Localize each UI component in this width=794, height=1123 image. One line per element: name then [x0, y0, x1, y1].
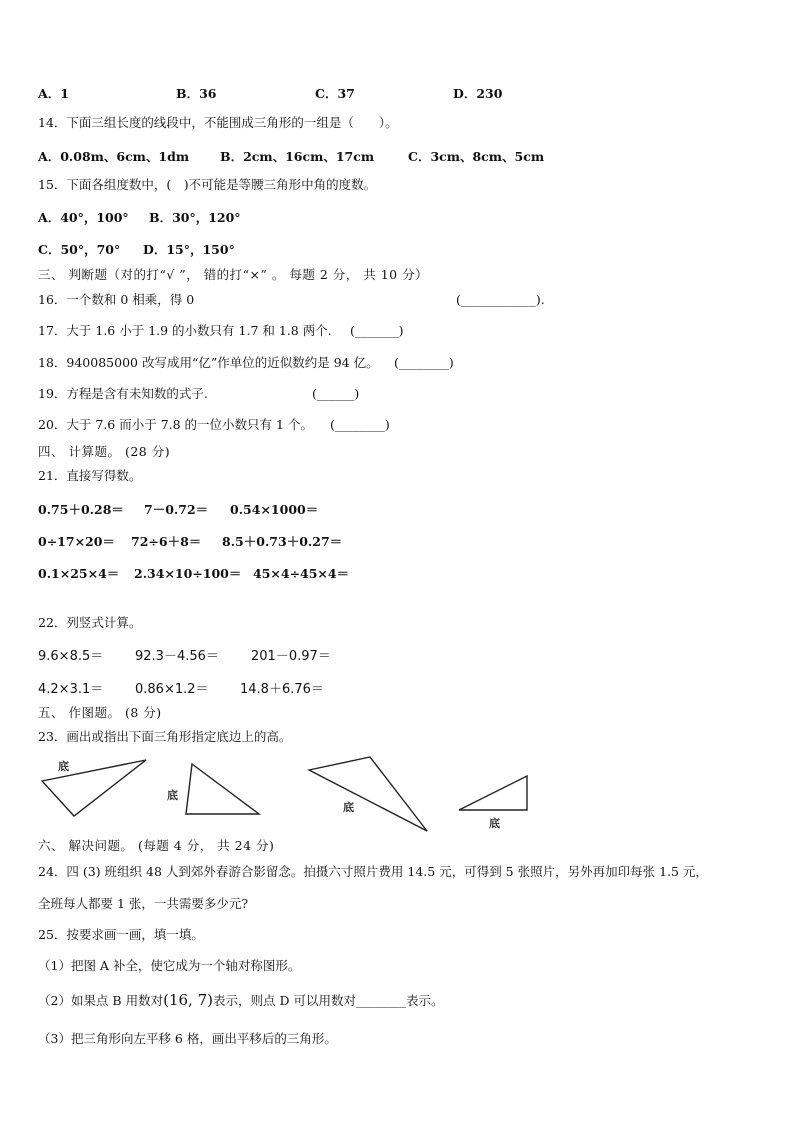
q25-answer-blank[interactable]: ________ [355, 993, 406, 1008]
q14-option-a: A．0.08m、6cm、1dm [38, 149, 190, 164]
base-label-1: 底 [58, 760, 69, 773]
q18-answer-blank[interactable]: (________) [394, 355, 454, 370]
q14-stem: 14．下面三组长度的线段中，不能围成三角形的一组是（ ）。 [38, 115, 398, 130]
q16-answer-blank[interactable]: (____________). [456, 292, 545, 307]
q14-option-b: B．2cm、16cm、17cm [220, 149, 375, 164]
q24-line-1: 24．四 (3) 班组织 48 人到郊外春游合影留念。拍摄六寸照片费用 14.5 元，可得到 5 张照片，另外再加印每张 1.5 元， [38, 864, 708, 879]
q25-part-2-middle: 表示，则点 D 可以用数对 [212, 993, 356, 1008]
q17-answer-blank[interactable]: (_______) [350, 323, 404, 338]
q13-option-b: B．36 [176, 86, 217, 101]
q22-stem: 22．列竖式计算。 [38, 615, 142, 630]
q25-part-1: （1）把图 A 补全，使它成为一个轴对称图形。 [38, 958, 301, 973]
q15-option-d: D．15°，150° [143, 242, 235, 257]
q21-item: 0.1×25×4＝ [38, 566, 120, 581]
q13-option-d: D．230 [453, 86, 503, 101]
q25-part-3: （3）把三角形向左平移 6 格，画出平移后的三角形。 [38, 1031, 337, 1046]
q15-stem: 15．下面各组度数中，( )不可能是等腰三角形中角的度数。 [38, 177, 377, 192]
q25-stem: 25．按要求画一画，填一填。 [38, 927, 204, 942]
q14-option-c: C．3cm、8cm、5cm [408, 149, 545, 164]
q15-option-c: C．50°，70° [38, 242, 121, 257]
q13-option-c: C．37 [315, 86, 355, 101]
q25-part-2-suffix: 表示。 [405, 993, 444, 1008]
q22-item: 201－0.97＝ [251, 649, 331, 664]
q21-item: 0.54×1000＝ [230, 502, 319, 517]
base-label-2: 底 [167, 789, 178, 802]
q19-text: 19．方程是含有未知数的式子. [38, 386, 208, 401]
q25-part-2 [38, 992, 443, 1009]
q22-item: 14.8＋6.76＝ [240, 682, 324, 697]
section-3-heading: 三、 判断题（对的打“√ ”， 错的打“×” 。 每题 2 分， 共 10 分） [38, 267, 429, 282]
q20-text: 20．大于 7.6 而小于 7.8 的一位小数只有 1 个。 [38, 417, 313, 432]
q15-option-b: B．30°，120° [149, 210, 241, 225]
q21-item: 7－0.72＝ [144, 502, 209, 517]
coordinate-pair-b: (16, 7) [163, 991, 213, 1009]
q18-text: 18．940085000 改写成用“亿”作单位的近似数约是 94 亿。 [38, 355, 379, 370]
q22-item: 0.86×1.2＝ [135, 682, 209, 697]
q22-item: 4.2×3.1＝ [38, 682, 104, 697]
q15-option-a: A．40°，100° [38, 210, 129, 225]
q23-stem: 23．画出或指出下面三角形指定底边上的高。 [38, 729, 292, 744]
q13-option-a: A．1 [38, 86, 69, 101]
q23-triangles-figure [0, 750, 794, 835]
q16-text: 16．一个数和 0 相乘，得 0 [38, 292, 195, 307]
q21-item: 72÷6＋8＝ [131, 534, 202, 549]
base-label-3: 底 [343, 801, 354, 814]
q25-part-2-prefix: （2）如果点 B 用数对 [38, 993, 164, 1008]
q17-text: 17．大于 1.6 小于 1.9 的小数只有 1.7 和 1.8 两个. [38, 323, 332, 338]
q19-answer-blank[interactable]: (______) [312, 386, 360, 401]
section-5-heading: 五、 作图题。 (8 分) [38, 705, 162, 720]
section-6-heading: 六、 解决问题。 (每题 4 分， 共 24 分) [38, 838, 275, 853]
base-label-4: 底 [489, 817, 500, 830]
section-4-heading: 四、 计算题。 (28 分) [38, 444, 171, 459]
q21-item: 0.75＋0.28＝ [38, 502, 124, 517]
q21-item: 8.5＋0.73＋0.27＝ [222, 534, 343, 549]
q21-item: 2.34×10÷100＝ [134, 566, 242, 581]
q21-stem: 21．直接写得数。 [38, 468, 142, 483]
q21-item: 45×4÷45×4＝ [253, 566, 350, 581]
q22-item: 92.3－4.56＝ [135, 649, 219, 664]
triangle-2 [186, 764, 259, 814]
triangle-3 [309, 757, 427, 831]
q21-item: 0÷17×20＝ [38, 534, 115, 549]
q22-item: 9.6×8.5＝ [38, 649, 104, 664]
triangle-4 [459, 776, 527, 810]
q24-line-2: 全班每人都要 1 张，一共需要多少元? [38, 896, 249, 911]
q20-answer-blank[interactable]: (________) [330, 417, 390, 432]
